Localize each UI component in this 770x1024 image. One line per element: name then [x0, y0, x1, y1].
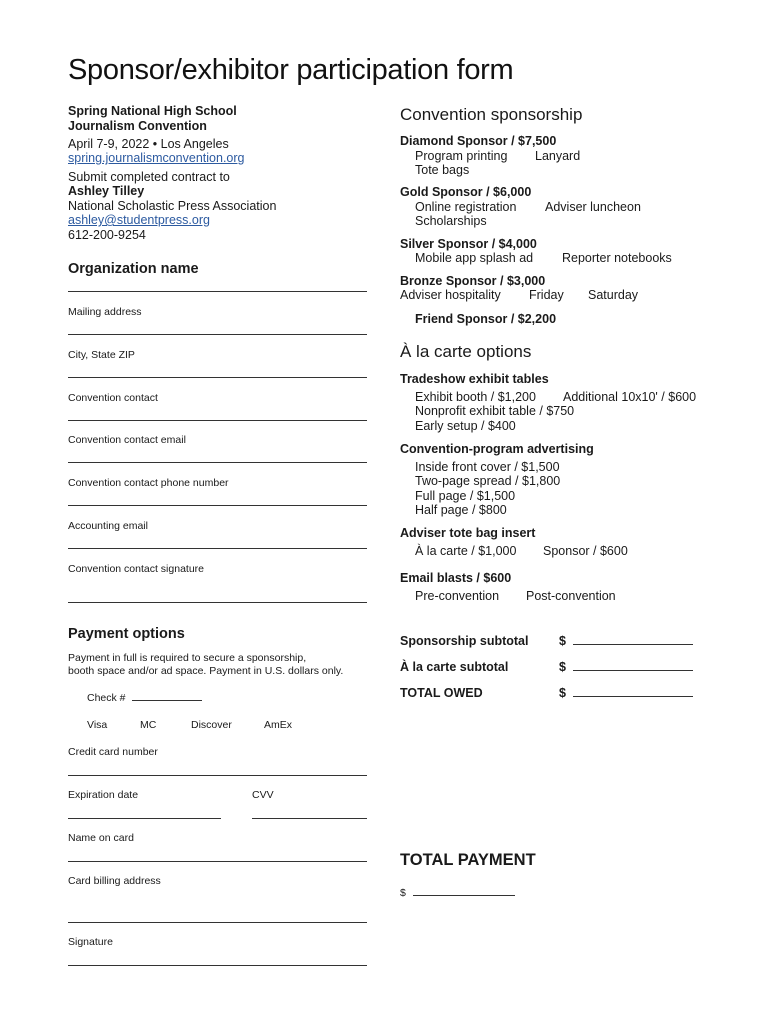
- total-owed-label: TOTAL OWED: [400, 686, 483, 700]
- currency-symbol: $: [559, 686, 566, 700]
- option-mobile-app-splash[interactable]: Mobile app splash ad: [415, 251, 534, 265]
- page-title: Sponsor/exhibitor participation form: [68, 54, 514, 86]
- diamond-sponsor-title: Diamond Sponsor / $7,500: [400, 134, 557, 148]
- sponsorship-heading: Convention sponsorship: [400, 105, 583, 124]
- option-tote-sponsor[interactable]: Sponsor / $600: [543, 544, 628, 558]
- contact-org: National Scholastic Press Association: [68, 199, 277, 213]
- sponsorship-subtotal-field[interactable]: [559, 633, 693, 649]
- payment-note-line1: Payment in full is required to secure a sponsorship,: [68, 652, 307, 664]
- option-adviser-luncheon[interactable]: Adviser luncheon: [545, 200, 641, 214]
- card-discover[interactable]: Discover: [191, 719, 232, 731]
- mailing-address-label: Mailing address: [68, 306, 142, 318]
- event-name-line1: Spring National High School: [68, 104, 237, 118]
- option-additional-10x10[interactable]: Additional 10x10' / $600: [563, 390, 697, 404]
- option-two-page-spread[interactable]: Two-page spread / $1,800: [415, 474, 561, 488]
- tradeshow-title: Tradeshow exhibit tables: [400, 372, 549, 386]
- total-owed-field[interactable]: [559, 685, 693, 701]
- option-inside-front-cover[interactable]: Inside front cover / $1,500: [415, 460, 560, 474]
- option-pre-convention[interactable]: Pre-convention: [415, 589, 500, 603]
- expiration-field[interactable]: [68, 818, 221, 819]
- friend-sponsor-title[interactable]: Friend Sponsor / $2,200: [415, 312, 557, 326]
- total-payment-heading: TOTAL PAYMENT: [400, 851, 536, 869]
- option-tote-alacarte[interactable]: À la carte / $1,000: [415, 544, 517, 558]
- check-option[interactable]: [87, 692, 202, 705]
- bronze-sponsor-title: Bronze Sponsor / $3,000: [400, 274, 546, 288]
- billing-address-label: Card billing address: [68, 875, 161, 887]
- name-on-card-field[interactable]: [68, 861, 367, 862]
- convention-contact-field[interactable]: [68, 420, 367, 421]
- option-early-setup[interactable]: Early setup / $400: [415, 419, 516, 433]
- contact-email-field[interactable]: [68, 462, 367, 463]
- currency-symbol: $: [559, 634, 566, 648]
- cc-number-field[interactable]: [68, 775, 367, 776]
- contact-phone: 612-200-9254: [68, 228, 146, 242]
- payment-note-line2: booth space and/or ad space. Payment in U.S. dollars only.: [68, 665, 344, 677]
- silver-sponsor-title: Silver Sponsor / $4,000: [400, 237, 537, 251]
- payment-options-heading: Payment options: [68, 626, 185, 642]
- expiration-label: Expiration date: [68, 789, 139, 801]
- organization-name-field[interactable]: [68, 291, 367, 292]
- name-on-card-label: Name on card: [68, 832, 134, 844]
- option-nonprofit-table[interactable]: Nonprofit exhibit table / $750: [415, 404, 575, 418]
- organization-name-heading: Organization name: [68, 261, 199, 277]
- event-website-link[interactable]: spring.journalismconvention.org: [68, 151, 245, 165]
- option-half-page[interactable]: Half page / $800: [415, 503, 507, 517]
- currency-symbol: $: [400, 887, 406, 899]
- card-mc[interactable]: MC: [140, 719, 157, 731]
- city-state-zip-field[interactable]: [68, 377, 367, 378]
- alacarte-subtotal-label: À la carte subtotal: [400, 660, 509, 674]
- program-advertising-title: Convention-program advertising: [400, 442, 594, 456]
- option-saturday[interactable]: Saturday: [588, 288, 639, 302]
- payment-signature-label: Signature: [68, 936, 113, 948]
- tote-insert-title: Adviser tote bag insert: [400, 526, 536, 540]
- alacarte-subtotal-field[interactable]: [559, 659, 693, 675]
- event-name-line2: Journalism Convention: [68, 119, 207, 133]
- billing-address-field[interactable]: [68, 922, 367, 923]
- submit-text: Submit completed contract to: [68, 170, 230, 184]
- option-full-page[interactable]: Full page / $1,500: [415, 489, 516, 503]
- card-amex[interactable]: AmEx: [264, 719, 293, 731]
- check-number-field[interactable]: [132, 700, 202, 701]
- option-program-printing[interactable]: Program printing: [415, 149, 508, 163]
- cvv-label: CVV: [252, 789, 274, 801]
- alacarte-heading: À la carte options: [400, 342, 532, 361]
- option-online-registration[interactable]: Online registration: [415, 200, 517, 214]
- sponsorship-subtotal-line[interactable]: [573, 644, 693, 645]
- option-lanyard[interactable]: Lanyard: [535, 149, 581, 163]
- option-exhibit-booth[interactable]: Exhibit booth / $1,200: [415, 390, 536, 404]
- cc-number-label: Credit card number: [68, 746, 158, 758]
- contact-name: Ashley Tilley: [68, 184, 145, 198]
- card-visa[interactable]: Visa: [87, 719, 108, 731]
- total-payment-line[interactable]: [413, 895, 515, 896]
- option-reporter-notebooks[interactable]: Reporter notebooks: [562, 251, 672, 265]
- accounting-email-label: Accounting email: [68, 520, 148, 532]
- payment-signature-field[interactable]: [68, 965, 367, 966]
- total-payment-field[interactable]: [400, 887, 515, 900]
- accounting-email-field[interactable]: [68, 548, 367, 549]
- currency-symbol: $: [559, 660, 566, 674]
- contact-signature-label: Convention contact signature: [68, 563, 205, 575]
- alacarte-subtotal-line[interactable]: [573, 670, 693, 671]
- email-blasts-title: Email blasts / $600: [400, 571, 512, 585]
- event-dates-location: April 7-9, 2022 • Los Angeles: [68, 137, 229, 151]
- option-post-convention[interactable]: Post-convention: [526, 589, 616, 603]
- city-state-zip-label: City, State ZIP: [68, 349, 135, 361]
- convention-contact-label: Convention contact: [68, 392, 158, 404]
- contact-email-link[interactable]: ashley@studentpress.org: [68, 213, 210, 227]
- contact-phone-label: Convention contact phone number: [68, 477, 229, 489]
- option-adviser-hospitality[interactable]: Adviser hospitality: [400, 288, 501, 302]
- sponsorship-subtotal-label: Sponsorship subtotal: [400, 634, 529, 648]
- total-owed-line[interactable]: [573, 696, 693, 697]
- contact-email-label: Convention contact email: [68, 434, 186, 446]
- check-label: Check #: [87, 692, 126, 704]
- cvv-field[interactable]: [252, 818, 367, 819]
- option-friday[interactable]: Friday: [529, 288, 564, 302]
- contact-signature-field[interactable]: [68, 602, 367, 603]
- gold-sponsor-title: Gold Sponsor / $6,000: [400, 185, 532, 199]
- option-scholarships[interactable]: Scholarships: [415, 214, 487, 228]
- option-tote-bags[interactable]: Tote bags: [415, 163, 470, 177]
- contact-phone-field[interactable]: [68, 505, 367, 506]
- mailing-address-field[interactable]: [68, 334, 367, 335]
